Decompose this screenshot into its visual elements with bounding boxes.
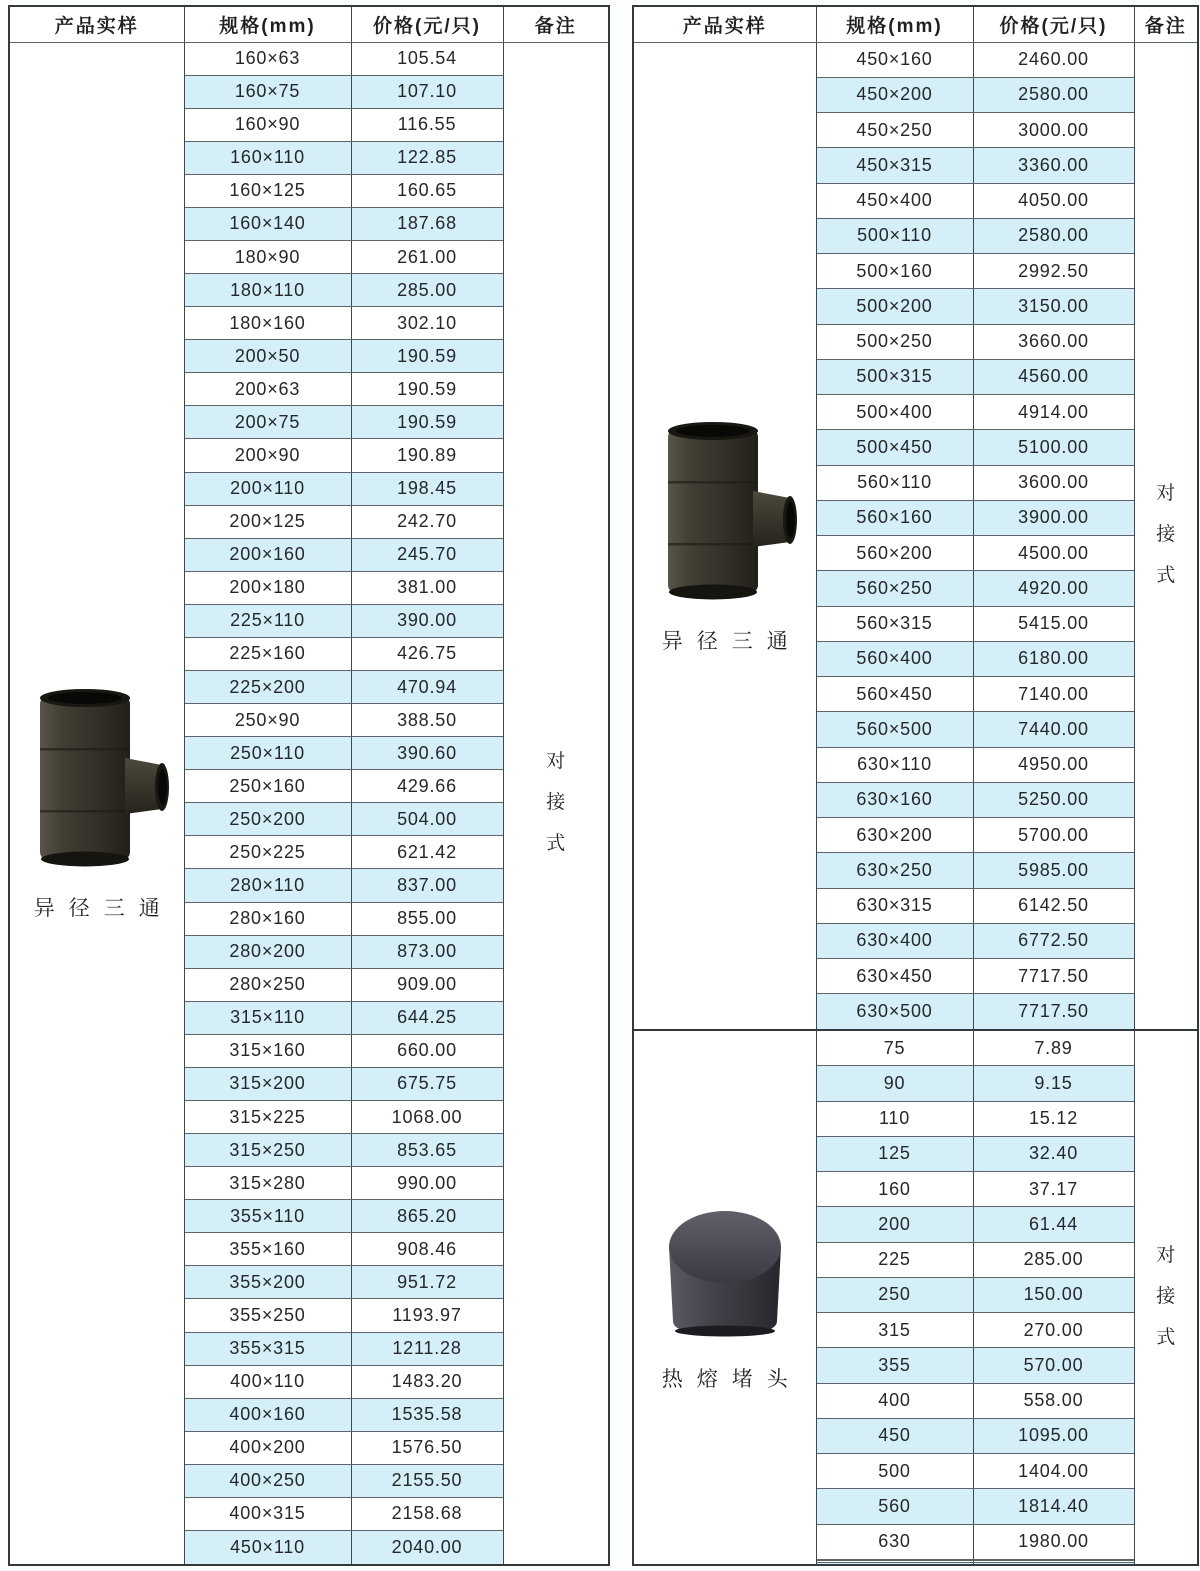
price-cell: 122.85 xyxy=(351,141,503,174)
spec-cell: 315×280 xyxy=(184,1167,351,1200)
price-cell: 242.70 xyxy=(351,505,503,538)
spec-cell: 200×63 xyxy=(184,373,351,406)
price-cell: 1980.00 xyxy=(973,1524,1134,1559)
price-cell: 5985.00 xyxy=(973,853,1134,888)
spec-cell: 630×160 xyxy=(816,782,973,817)
spec-cell: 500×160 xyxy=(816,254,973,289)
price-cell: 3900.00 xyxy=(973,500,1134,535)
spec-cell: 225 xyxy=(816,1242,973,1277)
spec-cell: 75 xyxy=(816,1030,973,1066)
price-cell: 570.00 xyxy=(973,1348,1134,1383)
spec-cell: 400 xyxy=(816,1383,973,1418)
spec-cell: 250×200 xyxy=(184,803,351,836)
spec-cell: 560×400 xyxy=(816,641,973,676)
spec-cell: 630 xyxy=(816,1524,973,1559)
price-cell: 1211.28 xyxy=(351,1332,503,1365)
spec-cell: 225×200 xyxy=(184,670,351,703)
spec-cell: 250×160 xyxy=(184,770,351,803)
price-cell: 2580.00 xyxy=(973,218,1134,253)
spec-cell: 200×180 xyxy=(184,571,351,604)
spec-cell: 250×90 xyxy=(184,704,351,737)
spec-cell: 110 xyxy=(816,1101,973,1136)
remark-text: 对接式 xyxy=(1156,1245,1176,1348)
spec-cell: 250 xyxy=(816,1277,973,1312)
price-cell: 7140.00 xyxy=(973,677,1134,712)
price-cell: 1535.58 xyxy=(351,1398,503,1431)
right-table-panel xyxy=(632,5,1197,1566)
spec-cell: 355×315 xyxy=(184,1332,351,1365)
price-cell: 37.17 xyxy=(973,1172,1134,1207)
price-cell: 855.00 xyxy=(351,902,503,935)
remark-cell xyxy=(1134,42,1198,1030)
price-cell: 1193.97 xyxy=(351,1299,503,1332)
spec-cell xyxy=(816,1563,973,1565)
price-cell: 429.66 xyxy=(351,770,503,803)
spec-cell: 200×50 xyxy=(184,340,351,373)
price-cell: 9.15 xyxy=(973,1066,1134,1101)
spec-cell: 160×63 xyxy=(184,42,351,75)
spec-cell: 630×500 xyxy=(816,994,973,1030)
price-cell: 4560.00 xyxy=(973,359,1134,394)
price-cell: 107.10 xyxy=(351,75,503,108)
spec-cell: 315 xyxy=(816,1313,973,1348)
price-cell: 558.00 xyxy=(973,1383,1134,1418)
spec-cell: 450×110 xyxy=(184,1531,351,1565)
price-cell xyxy=(973,1563,1134,1565)
price-cell: 3150.00 xyxy=(973,289,1134,324)
price-cell: 4950.00 xyxy=(973,747,1134,782)
spec-cell: 250×225 xyxy=(184,836,351,869)
price-cell: 388.50 xyxy=(351,704,503,737)
product-photo-block xyxy=(634,417,816,655)
price-cell: 621.42 xyxy=(351,836,503,869)
spec-cell: 500×450 xyxy=(816,430,973,465)
spec-cell: 560×200 xyxy=(816,536,973,571)
price-cell: 644.25 xyxy=(351,1001,503,1034)
spec-cell: 160×110 xyxy=(184,141,351,174)
price-cell: 261.00 xyxy=(351,240,503,273)
price-cell: 3000.00 xyxy=(973,113,1134,148)
price-cell: 1095.00 xyxy=(973,1418,1134,1453)
price-cell: 1404.00 xyxy=(973,1454,1134,1489)
spec-cell: 560×315 xyxy=(816,606,973,641)
price-cell: 390.60 xyxy=(351,737,503,770)
price-cell: 3360.00 xyxy=(973,148,1134,183)
spec-cell: 180×160 xyxy=(184,307,351,340)
col-header-spec: 规格(mm) xyxy=(816,6,973,42)
spec-cell: 630×250 xyxy=(816,853,973,888)
product-photo-block xyxy=(634,1201,816,1393)
col-header-product-sample: 产品实样 xyxy=(9,6,184,42)
spec-cell: 280×110 xyxy=(184,869,351,902)
product-name-label: 热熔堵头 xyxy=(661,1368,802,1392)
spec-cell: 160 xyxy=(816,1172,973,1207)
price-cell: 1814.40 xyxy=(973,1489,1134,1524)
price-cell: 4914.00 xyxy=(973,395,1134,430)
table-row xyxy=(633,1030,1198,1066)
product-sample-cell xyxy=(633,42,816,1030)
price-cell: 5100.00 xyxy=(973,430,1134,465)
price-cell: 105.54 xyxy=(351,42,503,75)
product-sample-cell xyxy=(633,1030,816,1565)
price-cell: 61.44 xyxy=(973,1207,1134,1242)
spec-cell: 450×315 xyxy=(816,148,973,183)
spec-cell: 315×160 xyxy=(184,1034,351,1067)
spec-cell: 315×250 xyxy=(184,1134,351,1167)
price-cell: 5250.00 xyxy=(973,782,1134,817)
price-cell: 7717.50 xyxy=(973,994,1134,1030)
spec-cell: 400×315 xyxy=(184,1497,351,1530)
price-cell: 4050.00 xyxy=(973,183,1134,218)
header-row xyxy=(633,6,1198,42)
price-cell: 190.59 xyxy=(351,373,503,406)
price-cell: 873.00 xyxy=(351,935,503,968)
price-cell: 245.70 xyxy=(351,538,503,571)
spec-cell: 400×250 xyxy=(184,1464,351,1497)
spec-cell: 200×125 xyxy=(184,505,351,538)
price-cell: 4500.00 xyxy=(973,536,1134,571)
spec-cell: 500×400 xyxy=(816,395,973,430)
left-table-panel xyxy=(8,5,608,1566)
price-cell: 15.12 xyxy=(973,1101,1134,1136)
spec-cell: 355×160 xyxy=(184,1233,351,1266)
price-cell: 160.65 xyxy=(351,174,503,207)
price-cell: 190.59 xyxy=(351,340,503,373)
price-cell: 504.00 xyxy=(351,803,503,836)
price-cell: 187.68 xyxy=(351,207,503,240)
spec-cell: 200×75 xyxy=(184,406,351,439)
spec-cell: 500×110 xyxy=(816,218,973,253)
price-cell: 908.46 xyxy=(351,1233,503,1266)
spec-cell: 500×200 xyxy=(816,289,973,324)
price-cell: 190.59 xyxy=(351,406,503,439)
price-cell: 285.00 xyxy=(973,1242,1134,1277)
price-cell: 198.45 xyxy=(351,472,503,505)
table-row xyxy=(633,42,1198,77)
spec-cell: 560×500 xyxy=(816,712,973,747)
spec-cell: 500 xyxy=(816,1454,973,1489)
price-cell: 6772.50 xyxy=(973,923,1134,958)
spec-cell: 560×160 xyxy=(816,500,973,535)
price-cell: 1576.50 xyxy=(351,1431,503,1464)
spec-cell: 315×110 xyxy=(184,1001,351,1034)
price-cell: 470.94 xyxy=(351,670,503,703)
price-cell: 660.00 xyxy=(351,1034,503,1067)
price-cell: 5700.00 xyxy=(973,818,1134,853)
price-cell: 1483.20 xyxy=(351,1365,503,1398)
spec-cell: 450×200 xyxy=(816,77,973,112)
spec-cell: 200×90 xyxy=(184,439,351,472)
price-cell: 4920.00 xyxy=(973,571,1134,606)
spec-cell: 225×110 xyxy=(184,604,351,637)
spec-cell: 280×250 xyxy=(184,968,351,1001)
price-cell: 190.89 xyxy=(351,439,503,472)
remark-text: 对接式 xyxy=(546,750,566,854)
price-cell: 381.00 xyxy=(351,571,503,604)
price-cell: 2158.68 xyxy=(351,1497,503,1530)
price-cell: 270.00 xyxy=(973,1313,1134,1348)
spec-cell: 355×250 xyxy=(184,1299,351,1332)
spec-cell: 630×110 xyxy=(816,747,973,782)
spec-cell: 200 xyxy=(816,1207,973,1242)
spec-cell: 315×225 xyxy=(184,1101,351,1134)
spec-cell: 125 xyxy=(816,1136,973,1171)
col-header-price: 价格(元/只) xyxy=(351,6,503,42)
price-cell: 865.20 xyxy=(351,1200,503,1233)
header-row xyxy=(9,6,609,42)
spec-cell: 250×110 xyxy=(184,737,351,770)
price-table-left xyxy=(8,5,610,1566)
price-cell: 675.75 xyxy=(351,1067,503,1100)
price-cell: 909.00 xyxy=(351,968,503,1001)
spec-cell: 160×140 xyxy=(184,207,351,240)
spec-cell: 560×250 xyxy=(816,571,973,606)
price-cell: 32.40 xyxy=(973,1136,1134,1171)
price-cell: 951.72 xyxy=(351,1266,503,1299)
price-cell: 390.00 xyxy=(351,604,503,637)
spec-cell: 630×450 xyxy=(816,959,973,994)
spec-cell: 450×160 xyxy=(816,42,973,77)
fusion-cap-image xyxy=(659,1201,791,1341)
spec-cell: 450×400 xyxy=(816,183,973,218)
price-cell: 3660.00 xyxy=(973,324,1134,359)
spec-cell: 450×250 xyxy=(816,113,973,148)
reducing-tee-image xyxy=(652,417,798,603)
price-cell: 2992.50 xyxy=(973,254,1134,289)
spec-cell: 630×200 xyxy=(816,818,973,853)
price-cell: 7440.00 xyxy=(973,712,1134,747)
price-cell: 1068.00 xyxy=(351,1101,503,1134)
price-cell: 853.65 xyxy=(351,1134,503,1167)
price-cell: 6180.00 xyxy=(973,641,1134,676)
spec-cell: 630×400 xyxy=(816,923,973,958)
spec-cell: 355 xyxy=(816,1348,973,1383)
remark-text: 对接式 xyxy=(1156,483,1176,587)
product-name-label: 异径三通 xyxy=(33,897,174,921)
spec-cell: 355×200 xyxy=(184,1266,351,1299)
price-cell: 837.00 xyxy=(351,869,503,902)
col-header-remark: 备注 xyxy=(1134,6,1198,42)
spec-cell: 200×160 xyxy=(184,538,351,571)
spec-cell: 160×90 xyxy=(184,108,351,141)
spec-cell: 280×200 xyxy=(184,935,351,968)
spec-cell: 225×160 xyxy=(184,637,351,670)
spec-cell: 560×450 xyxy=(816,677,973,712)
price-cell: 6142.50 xyxy=(973,888,1134,923)
price-cell: 2040.00 xyxy=(351,1531,503,1565)
spec-cell: 280×160 xyxy=(184,902,351,935)
price-cell: 302.10 xyxy=(351,307,503,340)
price-cell: 5415.00 xyxy=(973,606,1134,641)
spec-cell: 630×315 xyxy=(816,888,973,923)
price-cell: 7.89 xyxy=(973,1030,1134,1066)
col-header-remark: 备注 xyxy=(503,6,609,42)
remark-cell xyxy=(503,42,609,1565)
price-cell: 3600.00 xyxy=(973,465,1134,500)
col-header-price: 价格(元/只) xyxy=(973,6,1134,42)
price-cell: 116.55 xyxy=(351,108,503,141)
product-photo-block xyxy=(10,684,184,922)
price-cell: 426.75 xyxy=(351,637,503,670)
price-cell: 2155.50 xyxy=(351,1464,503,1497)
price-table-right xyxy=(632,5,1199,1566)
remark-cell xyxy=(1134,1030,1198,1565)
spec-cell: 450 xyxy=(816,1418,973,1453)
spec-cell: 315×200 xyxy=(184,1067,351,1100)
spec-cell: 160×125 xyxy=(184,174,351,207)
spec-cell: 560×110 xyxy=(816,465,973,500)
price-cell: 285.00 xyxy=(351,274,503,307)
spec-cell: 500×250 xyxy=(816,324,973,359)
table-row xyxy=(9,42,609,75)
reducing-tee-image xyxy=(24,684,170,870)
spec-cell: 500×315 xyxy=(816,359,973,394)
spec-cell: 400×200 xyxy=(184,1431,351,1464)
spec-cell: 355×110 xyxy=(184,1200,351,1233)
price-cell: 2460.00 xyxy=(973,42,1134,77)
price-cell: 2580.00 xyxy=(973,77,1134,112)
price-cell: 7717.50 xyxy=(973,959,1134,994)
spec-cell: 180×110 xyxy=(184,274,351,307)
price-cell: 150.00 xyxy=(973,1277,1134,1312)
col-header-product-sample: 产品实样 xyxy=(633,6,816,42)
spec-cell: 400×160 xyxy=(184,1398,351,1431)
spec-cell: 160×75 xyxy=(184,75,351,108)
spec-cell: 200×110 xyxy=(184,472,351,505)
price-cell: 990.00 xyxy=(351,1167,503,1200)
spec-cell: 400×110 xyxy=(184,1365,351,1398)
col-header-spec: 规格(mm) xyxy=(184,6,351,42)
spec-cell: 180×90 xyxy=(184,240,351,273)
product-sample-cell xyxy=(9,42,184,1565)
spec-cell: 560 xyxy=(816,1489,973,1524)
spec-cell: 90 xyxy=(816,1066,973,1101)
product-name-label: 异径三通 xyxy=(661,629,802,653)
